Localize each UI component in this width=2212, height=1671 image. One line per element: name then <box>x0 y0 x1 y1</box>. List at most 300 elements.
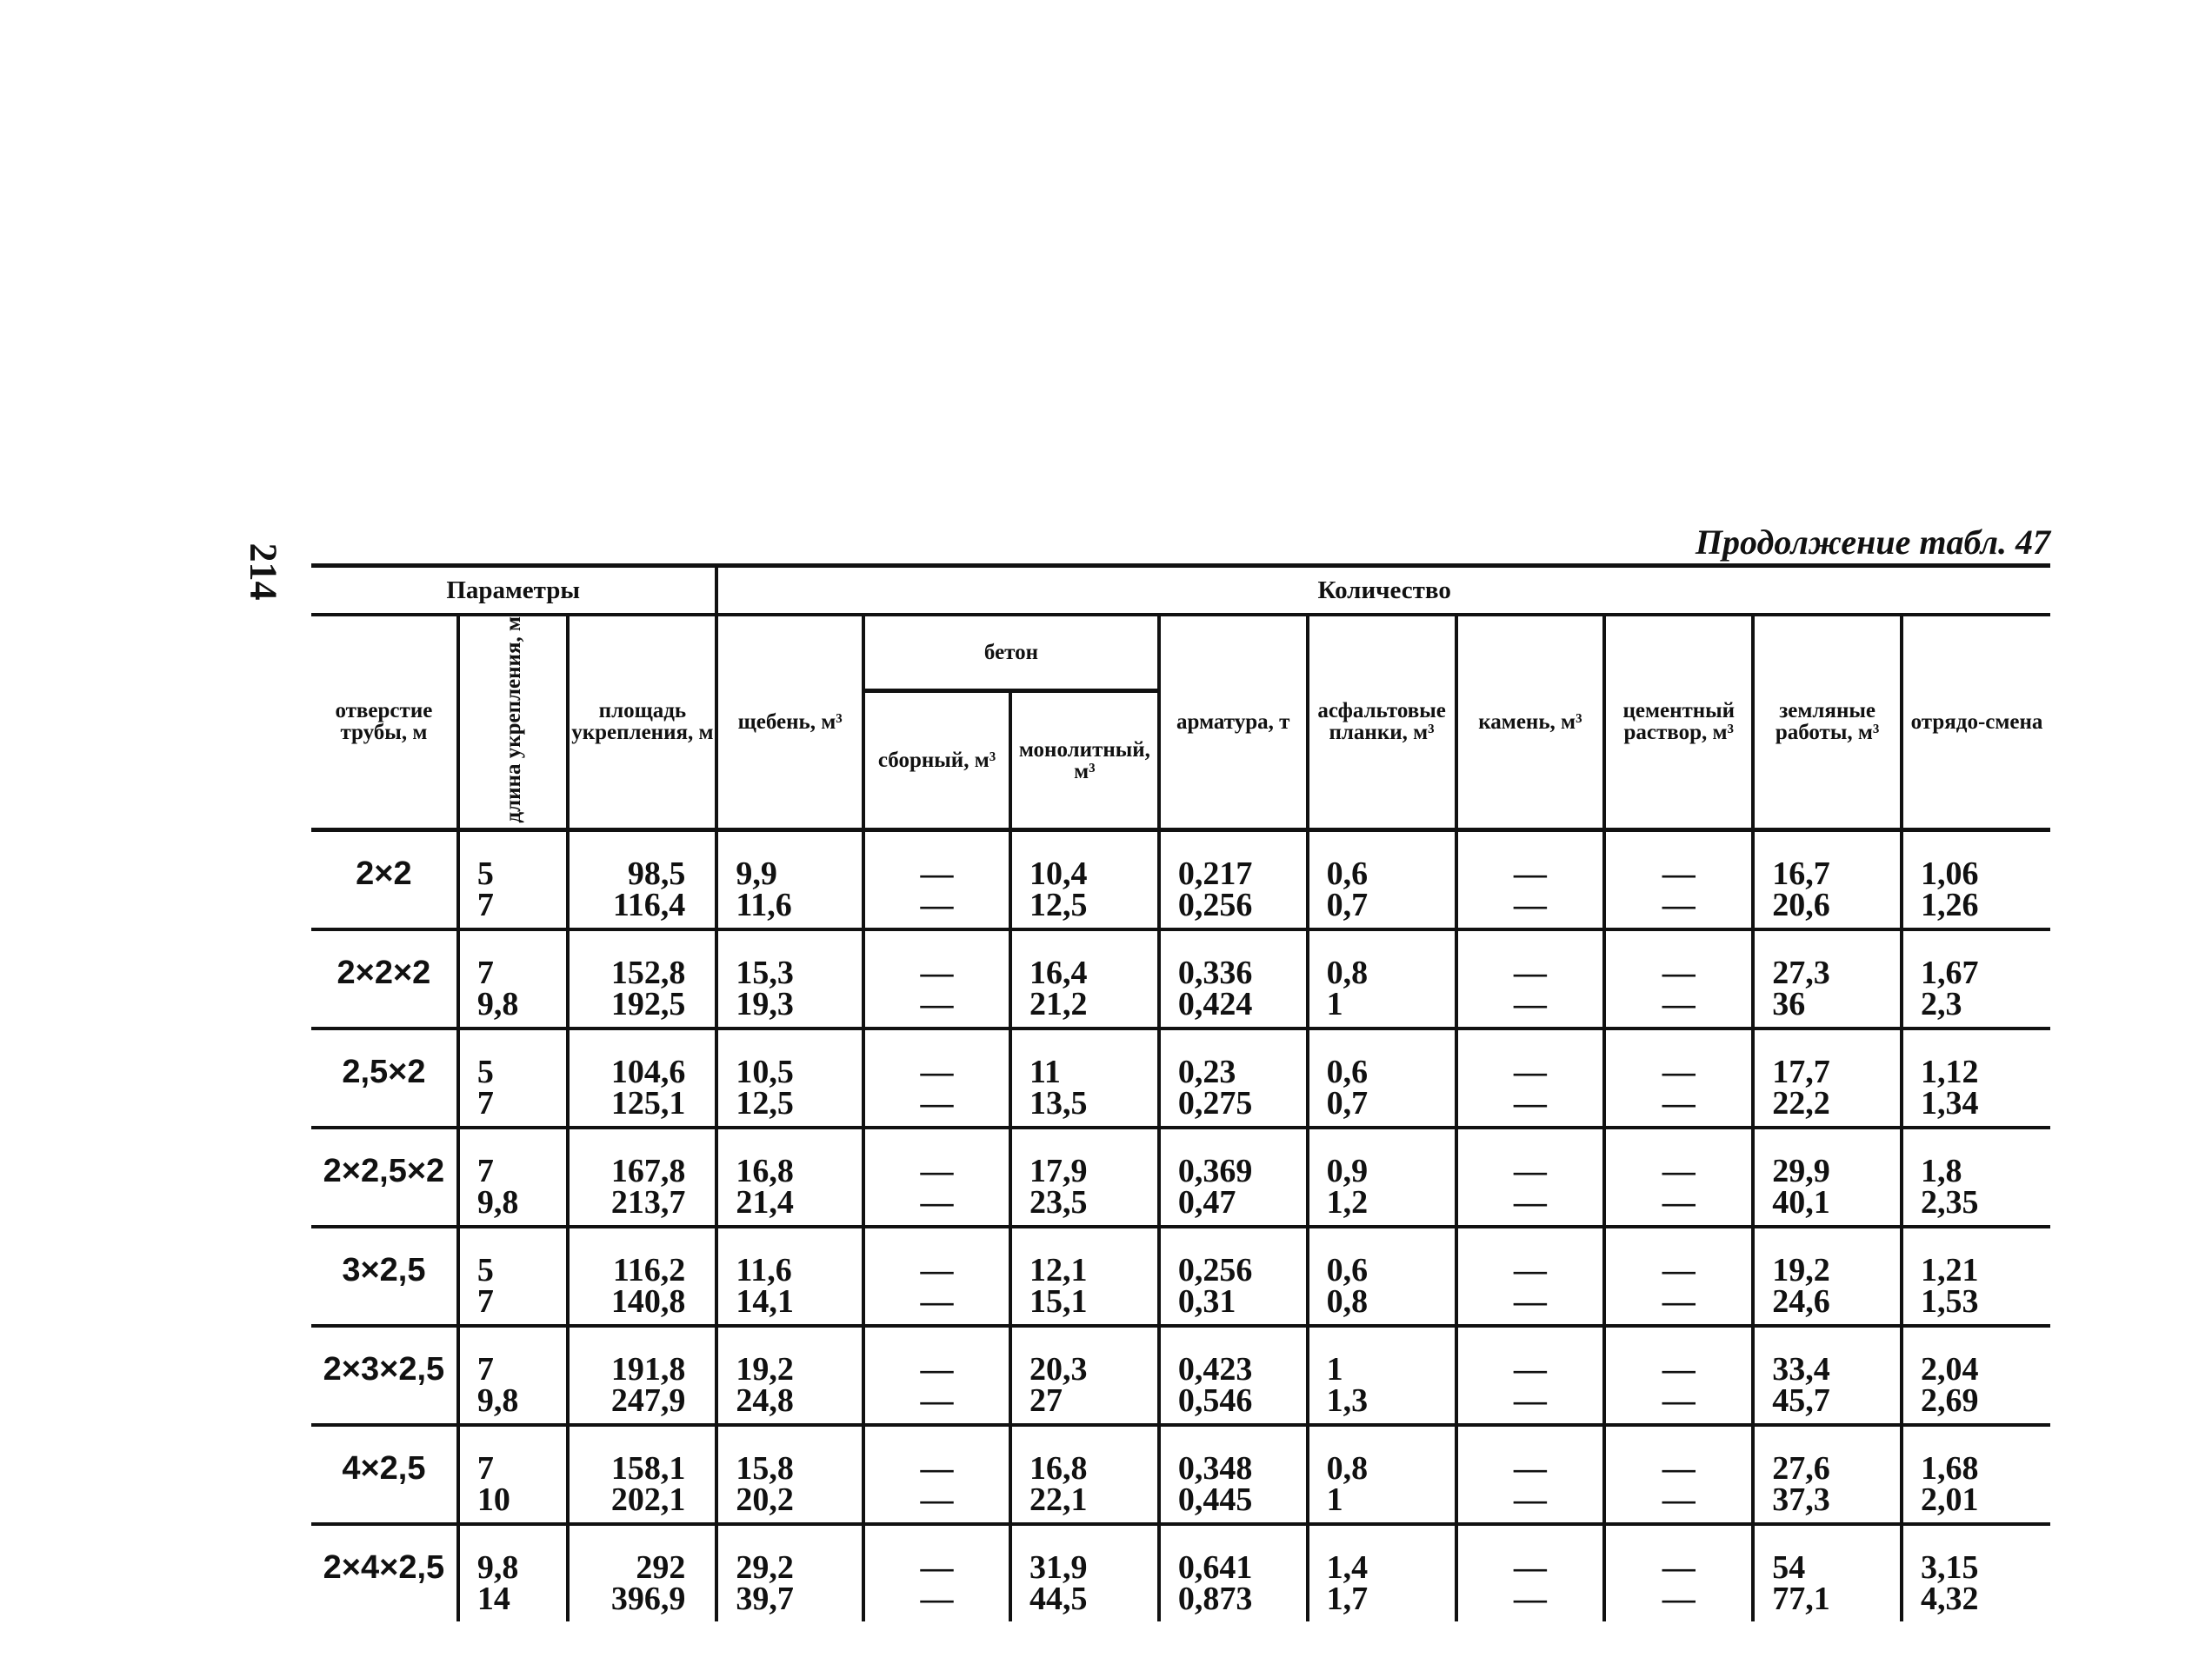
asphalt-cell-value: 1,3 <box>1326 1381 1369 1419</box>
monolithic-cell <box>1010 1227 1159 1326</box>
mortar-cell <box>1604 1029 1753 1128</box>
monolithic-cell <box>1010 1524 1159 1621</box>
mortar-cell <box>1604 1227 1753 1326</box>
monolithic-cell-value: 23,5 <box>1029 1183 1088 1221</box>
stone-cell-value: — <box>1513 1053 1547 1090</box>
mortar-cell <box>1604 1128 1753 1227</box>
monolithic-cell-value: 15,1 <box>1029 1282 1088 1320</box>
rebar-cell-value: 0,275 <box>1177 1084 1253 1122</box>
stone-cell-value: — <box>1513 1152 1547 1189</box>
rebar-cell-value: 0,369 <box>1177 1152 1253 1189</box>
area-cell-value: 98,5 <box>627 855 686 892</box>
area-cell <box>568 929 716 1029</box>
asphalt-cell-value: 0,6 <box>1326 855 1369 892</box>
length-cell-value: 5 <box>476 1251 494 1288</box>
asphalt-cell-value: 0,8 <box>1326 1449 1369 1487</box>
earthwork-cell-value: 27,6 <box>1772 1449 1830 1487</box>
crew-shift-cell-value: 2,04 <box>1921 1350 1979 1388</box>
precast-cell <box>863 1326 1010 1425</box>
asphalt-cell <box>1308 829 1456 929</box>
area-cell-value: 104,6 <box>610 1053 686 1090</box>
rebar-cell-value: 0,423 <box>1177 1350 1253 1388</box>
gravel-cell-value: 39,7 <box>736 1580 794 1617</box>
precast-cell-value: — <box>920 855 954 892</box>
monolithic-cell-value: 17,9 <box>1029 1152 1088 1189</box>
gravel-cell-value: 11,6 <box>736 1251 792 1288</box>
area-cell-value: 116,2 <box>612 1251 686 1288</box>
area-cell-value: 167,8 <box>610 1152 686 1189</box>
header-monolithic: монолитный, м³ <box>1010 691 1159 829</box>
crew-shift-cell-value: 1,67 <box>1921 954 1979 991</box>
stone-cell-value: — <box>1513 855 1547 892</box>
gravel-cell-value: 29,2 <box>736 1548 794 1586</box>
monolithic-cell-value: 13,5 <box>1029 1084 1088 1122</box>
crew-shift-cell-value: 1,26 <box>1921 886 1979 923</box>
rebar-cell <box>1159 829 1308 929</box>
length-cell-value: 9,8 <box>476 985 519 1022</box>
rebar-cell <box>1159 1524 1308 1621</box>
rebar-cell <box>1159 1326 1308 1425</box>
crew-shift-cell-value: 3,15 <box>1921 1548 1979 1586</box>
table-row <box>311 1326 2050 1425</box>
earthwork-cell-value: 36 <box>1772 985 1806 1022</box>
precast-cell <box>863 1128 1010 1227</box>
rebar-cell-value: 0,348 <box>1177 1449 1253 1487</box>
asphalt-cell-value: 1,2 <box>1326 1183 1369 1221</box>
precast-cell-value: — <box>920 1548 954 1586</box>
stone-cell <box>1456 829 1605 929</box>
earthwork-cell-value: 20,6 <box>1772 886 1830 923</box>
mortar-cell <box>1604 1425 1753 1524</box>
opening-cell: 2,5×2 <box>342 1053 426 1090</box>
asphalt-cell-value: 0,7 <box>1326 1084 1369 1122</box>
stone-cell-value: — <box>1513 1350 1547 1388</box>
stone-cell-value: — <box>1513 1381 1547 1419</box>
rebar-cell-value: 0,336 <box>1177 954 1253 991</box>
crew-shift-cell <box>1902 1227 2050 1326</box>
length-cell-value: 5 <box>476 855 494 892</box>
rebar-cell-value: 0,47 <box>1177 1183 1236 1221</box>
crew-shift-cell <box>1902 1425 2050 1524</box>
table-row <box>311 1425 2050 1524</box>
header-earthwork: земляные работы, м³ <box>1753 615 1902 829</box>
length-cell-value: 9,8 <box>476 1548 519 1586</box>
header-mortar: цементный раствор, м³ <box>1604 615 1753 829</box>
rebar-cell-value: 0,873 <box>1177 1580 1253 1617</box>
asphalt-cell <box>1308 1227 1456 1326</box>
earthwork-cell <box>1753 829 1902 929</box>
area-cell-value: 213,7 <box>610 1183 686 1221</box>
gravel-cell-value: 9,9 <box>736 855 777 892</box>
gravel-cell-value: 19,2 <box>736 1350 794 1388</box>
header-gravel: щебень, м³ <box>716 615 863 829</box>
mortar-cell-value: — <box>1662 1449 1696 1487</box>
precast-cell-value: — <box>920 985 954 1022</box>
area-cell-value: 202,1 <box>610 1481 686 1518</box>
stone-cell <box>1456 1425 1605 1524</box>
asphalt-cell-value: 0,8 <box>1326 1282 1369 1320</box>
length-cell-value: 7 <box>476 1350 494 1388</box>
mortar-cell <box>1604 829 1753 929</box>
stone-cell-value: — <box>1513 954 1547 991</box>
stone-cell <box>1456 1227 1605 1326</box>
area-cell-value: 191,8 <box>610 1350 686 1388</box>
stone-cell-value: — <box>1513 886 1547 923</box>
gravel-cell-value: 15,8 <box>736 1449 794 1487</box>
precast-cell <box>863 1029 1010 1128</box>
crew-shift-cell-value: 4,32 <box>1921 1580 1979 1617</box>
earthwork-cell <box>1753 1227 1902 1326</box>
opening-cell: 2×2,5×2 <box>323 1152 445 1189</box>
header-rebar: арматура, т <box>1159 615 1308 829</box>
asphalt-cell-value: 0,6 <box>1326 1053 1369 1090</box>
asphalt-cell-value: 1 <box>1326 985 1343 1022</box>
monolithic-cell-value: 16,4 <box>1029 954 1088 991</box>
mortar-cell-value: — <box>1662 954 1696 991</box>
gravel-cell <box>716 1128 863 1227</box>
precast-cell-value: — <box>920 1183 954 1221</box>
opening-cell: 2×3×2,5 <box>323 1350 445 1388</box>
table-header <box>311 566 2050 830</box>
crew-shift-cell-value: 1,12 <box>1921 1053 1979 1090</box>
crew-shift-cell-value: 1,53 <box>1921 1282 1979 1320</box>
header-opening: отверстие трубы, м <box>311 615 458 829</box>
table-row <box>311 1029 2050 1128</box>
rebar-cell-value: 0,445 <box>1177 1481 1253 1518</box>
precast-cell-value: — <box>920 1084 954 1122</box>
mortar-cell-value: — <box>1662 985 1696 1022</box>
precast-cell <box>863 1524 1010 1621</box>
earthwork-cell-value: 37,3 <box>1772 1481 1830 1518</box>
asphalt-cell <box>1308 1524 1456 1621</box>
length-cell <box>458 1128 569 1227</box>
crew-shift-cell <box>1902 1524 2050 1621</box>
rebar-cell-value: 0,23 <box>1177 1053 1236 1090</box>
opening-cell: 2×4×2,5 <box>323 1548 445 1586</box>
monolithic-cell-value: 22,1 <box>1029 1481 1088 1518</box>
stone-cell-value: — <box>1513 1580 1547 1617</box>
length-cell-value: 7 <box>476 1084 494 1122</box>
stone-cell-value: — <box>1513 1449 1547 1487</box>
rebar-cell-value: 0,546 <box>1177 1381 1253 1419</box>
header-length <box>458 615 569 829</box>
area-cell-value: 292 <box>636 1548 686 1586</box>
gravel-cell <box>716 1227 863 1326</box>
monolithic-cell <box>1010 829 1159 929</box>
table-continuation-title: Продолжение табл. 47 <box>1695 523 2050 562</box>
header-crew-shift: отрядо-смена <box>1902 615 2050 829</box>
gravel-cell <box>716 929 863 1029</box>
area-cell <box>568 1326 716 1425</box>
mortar-cell <box>1604 929 1753 1029</box>
earthwork-cell-value: 54 <box>1772 1548 1806 1586</box>
stone-cell-value: — <box>1513 1251 1547 1288</box>
stone-cell-value: — <box>1513 1282 1547 1320</box>
rebar-cell <box>1159 1425 1308 1524</box>
rebar-cell-value: 0,31 <box>1177 1282 1236 1320</box>
gravel-cell <box>716 1326 863 1425</box>
earthwork-cell-value: 19,2 <box>1772 1251 1830 1288</box>
crew-shift-cell-value: 1,68 <box>1921 1449 1979 1487</box>
monolithic-cell <box>1010 1425 1159 1524</box>
mortar-cell-value: — <box>1662 1548 1696 1586</box>
precast-cell-value: — <box>920 1381 954 1419</box>
opening-cell: 2×2×2 <box>336 954 431 991</box>
earthwork-cell-value: 33,4 <box>1772 1350 1830 1388</box>
area-cell <box>568 1029 716 1128</box>
asphalt-cell-value: 1,4 <box>1326 1548 1369 1586</box>
precast-cell-value: — <box>920 1350 954 1388</box>
rebar-cell-value: 0,256 <box>1177 1251 1253 1288</box>
precast-cell-value: — <box>920 1449 954 1487</box>
precast-cell <box>863 929 1010 1029</box>
precast-cell-value: — <box>920 1152 954 1189</box>
asphalt-cell <box>1308 1326 1456 1425</box>
gravel-cell-value: 11,6 <box>736 886 792 923</box>
crew-shift-cell-value: 1,21 <box>1921 1251 1979 1288</box>
rebar-cell <box>1159 1227 1308 1326</box>
mortar-cell-value: — <box>1662 1183 1696 1221</box>
header-length-text: длина укрепления, м <box>501 616 525 823</box>
earthwork-cell-value: 16,7 <box>1772 855 1830 892</box>
length-cell-value: 7 <box>476 1449 494 1487</box>
monolithic-cell-value: 20,3 <box>1029 1350 1088 1388</box>
header-asphalt: асфальтовые планки, м³ <box>1308 615 1456 829</box>
gravel-cell <box>716 1524 863 1621</box>
table-row <box>311 1227 2050 1326</box>
earthwork-cell-value: 40,1 <box>1772 1183 1830 1221</box>
gravel-cell-value: 20,2 <box>736 1481 794 1518</box>
monolithic-cell <box>1010 1029 1159 1128</box>
area-cell-value: 152,8 <box>610 954 686 991</box>
page-number: 214 <box>242 543 285 601</box>
length-cell-value: 9,8 <box>476 1381 519 1419</box>
monolithic-cell-value: 21,2 <box>1029 985 1088 1022</box>
length-cell-value: 5 <box>476 1053 494 1090</box>
crew-shift-cell <box>1902 929 2050 1029</box>
table-row <box>311 929 2050 1029</box>
asphalt-cell-value: 1 <box>1326 1481 1343 1518</box>
gravel-cell-value: 21,4 <box>736 1183 794 1221</box>
monolithic-cell <box>1010 1326 1159 1425</box>
asphalt-cell <box>1308 1425 1456 1524</box>
area-cell-value: 396,9 <box>610 1580 686 1617</box>
earthwork-cell-value: 22,2 <box>1772 1084 1830 1122</box>
monolithic-cell-value: 31,9 <box>1029 1548 1088 1586</box>
header-quantity-group: Количество <box>716 566 2050 616</box>
table-body <box>311 829 2050 1621</box>
stone-cell <box>1456 1524 1605 1621</box>
header-parameters-group: Параметры <box>311 566 716 616</box>
opening-cell: 4×2,5 <box>342 1449 426 1487</box>
length-cell <box>458 1029 569 1128</box>
crew-shift-cell-value: 2,35 <box>1921 1183 1979 1221</box>
mortar-cell <box>1604 1326 1753 1425</box>
precast-cell-value: — <box>920 1251 954 1288</box>
length-cell-value: 7 <box>476 954 494 991</box>
header-concrete: бетон <box>863 615 1159 691</box>
earthwork-cell <box>1753 1029 1902 1128</box>
earthwork-cell-value: 24,6 <box>1772 1282 1830 1320</box>
rebar-cell <box>1159 929 1308 1029</box>
asphalt-cell-value: 0,6 <box>1326 1251 1369 1288</box>
area-cell <box>568 1524 716 1621</box>
mortar-cell-value: — <box>1662 886 1696 923</box>
length-cell <box>458 929 569 1029</box>
precast-cell <box>863 829 1010 929</box>
stone-cell <box>1456 1128 1605 1227</box>
rebar-cell-value: 0,256 <box>1177 886 1253 923</box>
rebar-cell-value: 0,424 <box>1177 985 1253 1022</box>
area-cell-value: 116,4 <box>612 886 686 923</box>
earthwork-cell <box>1753 929 1902 1029</box>
crew-shift-cell <box>1902 1029 2050 1128</box>
gravel-cell-value: 24,8 <box>736 1381 794 1419</box>
mortar-cell-value: — <box>1662 855 1696 892</box>
precast-cell <box>863 1227 1010 1326</box>
stone-cell-value: — <box>1513 1481 1547 1518</box>
area-cell-value: 125,1 <box>610 1084 686 1122</box>
area-cell-value: 192,5 <box>610 985 686 1022</box>
gravel-cell <box>716 1029 863 1128</box>
area-cell-value: 140,8 <box>610 1282 686 1320</box>
earthwork-cell-value: 29,9 <box>1772 1152 1830 1189</box>
rebar-cell-value: 0,641 <box>1177 1548 1253 1586</box>
mortar-cell-value: — <box>1662 1580 1696 1617</box>
earthwork-cell-value: 17,7 <box>1772 1053 1830 1090</box>
length-cell <box>458 1326 569 1425</box>
stone-cell <box>1456 929 1605 1029</box>
mortar-cell-value: — <box>1662 1350 1696 1388</box>
mortar-cell-value: — <box>1662 1481 1696 1518</box>
stone-cell-value: — <box>1513 985 1547 1022</box>
area-cell <box>568 1425 716 1524</box>
asphalt-cell <box>1308 929 1456 1029</box>
length-cell-value: 7 <box>476 1152 494 1189</box>
crew-shift-cell-value: 2,01 <box>1921 1481 1979 1518</box>
length-cell-value: 9,8 <box>476 1183 519 1221</box>
monolithic-cell-value: 16,8 <box>1029 1449 1088 1487</box>
table-row <box>311 1128 2050 1227</box>
gravel-cell-value: 14,1 <box>736 1282 794 1320</box>
mortar-cell-value: — <box>1662 1251 1696 1288</box>
mortar-cell <box>1604 1524 1753 1621</box>
header-precast: сборный, м³ <box>863 691 1010 829</box>
monolithic-cell <box>1010 1128 1159 1227</box>
earthwork-cell-value: 27,3 <box>1772 954 1830 991</box>
crew-shift-cell-value: 2,69 <box>1921 1381 1979 1419</box>
precast-cell-value: — <box>920 1481 954 1518</box>
earthwork-cell <box>1753 1128 1902 1227</box>
gravel-cell-value: 15,3 <box>736 954 794 991</box>
mortar-cell-value: — <box>1662 1053 1696 1090</box>
area-cell <box>568 829 716 929</box>
table-row <box>311 829 2050 929</box>
asphalt-cell-value: 1,7 <box>1326 1580 1369 1617</box>
opening-cell: 2×2 <box>356 855 412 892</box>
crew-shift-cell-value: 1,06 <box>1921 855 1979 892</box>
stone-cell-value: — <box>1513 1183 1547 1221</box>
asphalt-cell-value: 0,7 <box>1326 886 1369 923</box>
gravel-cell-value: 10,5 <box>736 1053 794 1090</box>
mortar-cell-value: — <box>1662 1282 1696 1320</box>
asphalt-cell <box>1308 1128 1456 1227</box>
earthwork-cell <box>1753 1326 1902 1425</box>
stone-cell <box>1456 1326 1605 1425</box>
monolithic-cell-value: 12,5 <box>1029 886 1088 923</box>
gravel-cell-value: 12,5 <box>736 1084 794 1122</box>
rebar-cell <box>1159 1128 1308 1227</box>
earthwork-cell <box>1753 1425 1902 1524</box>
table-row <box>311 1524 2050 1621</box>
area-cell <box>568 1128 716 1227</box>
earthwork-cell <box>1753 1524 1902 1621</box>
mortar-cell-value: — <box>1662 1084 1696 1122</box>
stone-cell-value: — <box>1513 1548 1547 1586</box>
monolithic-cell <box>1010 929 1159 1029</box>
crew-shift-cell-value: 1,34 <box>1921 1084 1979 1122</box>
precast-cell-value: — <box>920 1580 954 1617</box>
materials-table <box>311 563 2050 1621</box>
gravel-cell-value: 19,3 <box>736 985 794 1022</box>
asphalt-cell-value: 0,8 <box>1326 954 1369 991</box>
asphalt-cell-value: 1 <box>1326 1350 1343 1388</box>
mortar-cell-value: — <box>1662 1381 1696 1419</box>
gravel-cell <box>716 1425 863 1524</box>
header-area: площадь укрепления, м <box>568 615 716 829</box>
length-cell-value: 7 <box>476 886 494 923</box>
precast-cell-value: — <box>920 954 954 991</box>
gravel-cell-value: 16,8 <box>736 1152 794 1189</box>
monolithic-cell-value: 27 <box>1029 1381 1063 1419</box>
crew-shift-cell-value: 2,3 <box>1921 985 1962 1022</box>
crew-shift-cell-value: 1,8 <box>1921 1152 1962 1189</box>
precast-cell-value: — <box>920 886 954 923</box>
stone-cell-value: — <box>1513 1084 1547 1122</box>
monolithic-cell-value: 44,5 <box>1029 1580 1088 1617</box>
length-cell <box>458 1524 569 1621</box>
asphalt-cell-value: 0,9 <box>1326 1152 1369 1189</box>
length-cell-value: 14 <box>476 1580 510 1617</box>
monolithic-cell-value: 11 <box>1029 1053 1061 1090</box>
precast-cell-value: — <box>920 1282 954 1320</box>
crew-shift-cell <box>1902 1128 2050 1227</box>
asphalt-cell <box>1308 1029 1456 1128</box>
monolithic-cell-value: 12,1 <box>1029 1251 1088 1288</box>
precast-cell <box>863 1425 1010 1524</box>
length-cell <box>458 829 569 929</box>
crew-shift-cell <box>1902 1326 2050 1425</box>
earthwork-cell-value: 77,1 <box>1772 1580 1830 1617</box>
stone-cell <box>1456 1029 1605 1128</box>
area-cell <box>568 1227 716 1326</box>
mortar-cell-value: — <box>1662 1152 1696 1189</box>
header-stone: камень, м³ <box>1456 615 1605 829</box>
length-cell <box>458 1227 569 1326</box>
precast-cell-value: — <box>920 1053 954 1090</box>
earthwork-cell-value: 45,7 <box>1772 1381 1830 1419</box>
length-cell <box>458 1425 569 1524</box>
opening-cell: 3×2,5 <box>342 1251 426 1288</box>
crew-shift-cell <box>1902 829 2050 929</box>
materials-table-wrapper <box>311 563 2050 1621</box>
area-cell-value: 247,9 <box>610 1381 686 1419</box>
monolithic-cell-value: 10,4 <box>1029 855 1088 892</box>
length-cell-value: 7 <box>476 1282 494 1320</box>
area-cell-value: 158,1 <box>610 1449 686 1487</box>
gravel-cell <box>716 829 863 929</box>
rebar-cell-value: 0,217 <box>1177 855 1253 892</box>
